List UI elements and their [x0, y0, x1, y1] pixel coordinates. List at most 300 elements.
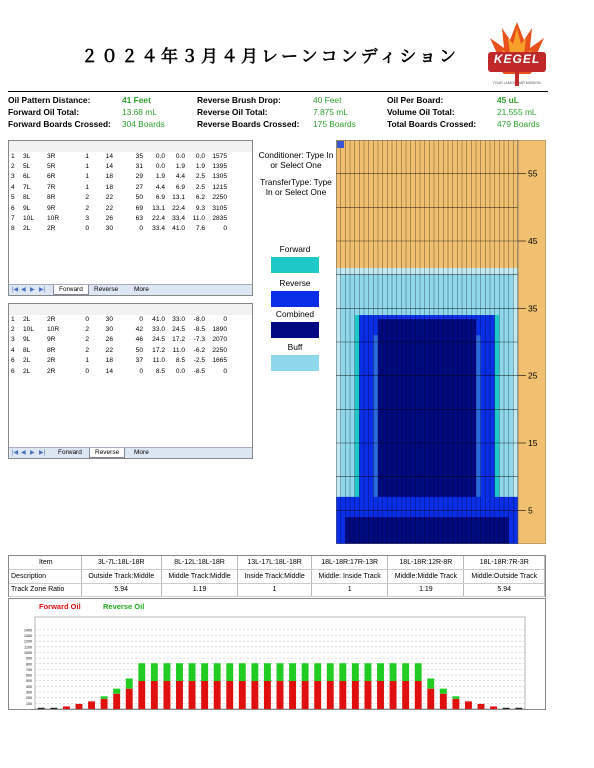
table-cell[interactable]: 3L [23, 152, 31, 160]
table-cell[interactable]: 50 [135, 194, 143, 202]
table-cell[interactable]: 50 [135, 346, 143, 354]
legend-label-combined: Combined [275, 309, 315, 319]
table-cell[interactable]: 2 [85, 336, 89, 344]
table-cell[interactable]: 22 [105, 194, 113, 202]
table-cell[interactable]: -8.5 [193, 367, 205, 375]
table-cell[interactable]: 1890 [212, 326, 227, 334]
legend-forward-oil: Forward Oil [39, 602, 81, 611]
forward-oil-bar [402, 681, 409, 709]
summary-label: Oil Per Board: [387, 95, 444, 105]
forward-oil-bar [113, 694, 120, 709]
table-cell[interactable]: 37 [135, 357, 143, 365]
table-cell[interactable]: 1 [11, 152, 15, 160]
reverse-oil-bar [201, 663, 208, 681]
table-cell[interactable]: 6R [47, 173, 56, 181]
page-title: ２０２４年３月４月レーンコンディション [81, 47, 459, 67]
table-row[interactable] [9, 356, 229, 366]
table-cell[interactable]: 2 [11, 163, 15, 171]
table-cell[interactable]: 18 [105, 357, 113, 365]
table-cell[interactable]: 7L [23, 183, 31, 191]
table-cell[interactable]: 1.9 [195, 163, 205, 171]
zone-cell: 1 [238, 583, 312, 597]
transfer-type-text[interactable]: TransferType: Type In or Select One [260, 177, 332, 197]
table-cell[interactable]: 3 [11, 173, 15, 181]
summary-label: Forward Boards Crossed: [8, 119, 111, 129]
tab-forward[interactable]: Forward [58, 449, 82, 456]
zone-row-label: Item [9, 556, 81, 570]
table-cell[interactable]: 8R [47, 194, 56, 202]
table-cell[interactable]: 3105 [212, 204, 227, 212]
summary-value: 479 Boards [497, 119, 540, 129]
table-cell[interactable]: 30 [105, 225, 113, 233]
lane-oil-heatmap [336, 140, 546, 544]
table-cell[interactable]: 2835 [212, 215, 227, 223]
forward-oil-bar [314, 681, 321, 709]
table-cell[interactable]: 8 [11, 225, 15, 233]
zone-cell: Outside Track:Middle [81, 570, 161, 584]
reverse-oil-bar [189, 663, 196, 681]
zone-cell: 1 [312, 583, 388, 597]
table-cell[interactable]: 11.0 [152, 357, 165, 365]
y-tick-label: 500 [26, 679, 32, 684]
summary-label: Total Boards Crossed: [387, 119, 477, 129]
table-cell[interactable]: 17.2 [152, 346, 165, 354]
table-cell[interactable]: 9L [23, 204, 31, 212]
table-cell[interactable]: 7R [47, 183, 56, 191]
table-cell[interactable]: 2 [85, 194, 89, 202]
empty-bar [503, 708, 510, 709]
axis-tick-label: 5 [528, 505, 533, 516]
forward-oil-bar [176, 681, 183, 709]
zone-cell: Middle:Middle Track [388, 570, 464, 584]
table-cell[interactable]: -6.2 [193, 346, 205, 354]
table-cell[interactable]: 41.0 [152, 315, 165, 323]
oil-zone [345, 517, 508, 544]
y-tick-label: 1100 [24, 645, 32, 650]
table-cell[interactable]: 13.1 [152, 204, 165, 212]
tab-reverse[interactable]: Reverse [94, 286, 119, 293]
table-cell[interactable]: 2 [85, 346, 89, 354]
lane-start-icon [337, 141, 344, 148]
table-cell[interactable]: 2 [85, 204, 89, 212]
zone-cell: 8L-12L:18L-18R [161, 556, 237, 570]
forward-oil-bar [490, 706, 497, 709]
y-tick-label: 1400 [24, 628, 32, 633]
table-cell[interactable]: 33.4 [152, 225, 165, 233]
table-cell[interactable]: 22 [105, 204, 113, 212]
table-cell[interactable]: 3R [47, 152, 56, 160]
forward-oil-bar [201, 681, 208, 709]
table-cell[interactable]: 18 [105, 173, 113, 181]
reverse-oil-bar [327, 663, 334, 681]
table-cell[interactable]: 5R [47, 163, 56, 171]
axis-tick-label: 25 [528, 370, 538, 381]
table-cell[interactable]: 8.5 [175, 357, 185, 365]
table-cell[interactable]: 2L [23, 357, 31, 365]
legend-swatch-forward [271, 257, 319, 273]
table-cell[interactable]: 8L [23, 346, 31, 354]
next-icon[interactable]: ▶ [30, 450, 35, 456]
table-row[interactable] [9, 324, 229, 334]
forward-oil-bar [452, 699, 459, 709]
first-icon[interactable]: |◀ [12, 287, 19, 293]
table-cell[interactable]: 1 [85, 163, 89, 171]
zone-cell: 3L-7L:18L-18R [81, 556, 161, 570]
table-cell[interactable]: 8L [23, 194, 31, 202]
forward-steps-panel [8, 140, 253, 296]
table-cell[interactable]: 0 [223, 315, 227, 323]
table-cell[interactable]: 10L [23, 215, 35, 223]
reverse-oil-bar [427, 678, 434, 688]
tab-more[interactable]: More [134, 449, 149, 456]
table-row[interactable] [9, 335, 229, 345]
forward-oil-bar [427, 689, 434, 709]
reverse-oil-bar [377, 663, 384, 681]
forward-oil-bar [289, 681, 296, 709]
zone-cell: Middle Track:Middle [161, 570, 237, 584]
table-cell[interactable]: 33.0 [172, 315, 185, 323]
forward-oil-bar [465, 701, 472, 709]
table-row[interactable] [9, 182, 229, 192]
zone-row-label: Description [9, 570, 81, 584]
table-cell[interactable]: 0 [223, 225, 227, 233]
table-cell[interactable]: 2250 [212, 346, 227, 354]
table-cell[interactable]: 7.6 [195, 225, 205, 233]
y-tick-label: 1200 [24, 639, 32, 644]
table-cell[interactable]: 0.0 [195, 152, 205, 160]
summary-value: 41 Feet [122, 95, 151, 105]
tab-forward[interactable]: Forward [53, 285, 89, 295]
table-cell[interactable]: 46 [135, 336, 143, 344]
table-cell[interactable]: 6 [11, 357, 15, 365]
table-cell[interactable]: -8.0 [193, 315, 205, 323]
summary-label: Reverse Boards Crossed: [197, 119, 300, 129]
table-cell[interactable]: 1 [85, 152, 89, 160]
table-cell[interactable]: 8.5 [155, 367, 165, 375]
table-cell[interactable]: 6.2 [195, 194, 205, 202]
reverse-oil-bar [176, 663, 183, 681]
summary-label: Reverse Oil Total: [197, 107, 268, 117]
table-cell[interactable]: 1395 [212, 163, 227, 171]
reverse-oil-bar [239, 663, 246, 681]
table-cell[interactable]: 33.4 [172, 215, 185, 223]
reverse-oil-bar [352, 663, 359, 681]
table-cell[interactable]: 0 [139, 367, 143, 375]
next-icon[interactable]: ▶ [30, 287, 35, 293]
forward-oil-bar [88, 701, 95, 709]
table-cell[interactable]: 1665 [212, 357, 227, 365]
table-cell[interactable]: 11.0 [192, 215, 205, 223]
table-cell[interactable]: 9.3 [195, 204, 205, 212]
forward-oil-bar [214, 681, 221, 709]
table-cell[interactable]: 2R [47, 357, 56, 365]
reverse-oil-bar [415, 663, 422, 681]
y-tick-label: 1300 [24, 633, 32, 638]
table-cell[interactable]: 9R [47, 336, 56, 344]
table-cell[interactable]: 35 [135, 152, 143, 160]
legend-swatch-buff [271, 355, 319, 371]
first-icon[interactable]: |◀ [12, 450, 19, 456]
tab-reverse[interactable]: Reverse [89, 448, 125, 458]
table-cell[interactable]: 4.4 [155, 183, 165, 191]
forward-oil-bar [277, 681, 284, 709]
y-tick-label: 200 [26, 696, 32, 701]
reverse-oil-bar [277, 663, 284, 681]
table-cell[interactable]: 14 [105, 367, 113, 375]
reverse-oil-bar [364, 663, 371, 681]
reverse-oil-bar [440, 689, 447, 694]
table-cell[interactable]: 1.9 [155, 173, 165, 181]
table-cell[interactable]: 1575 [212, 152, 227, 160]
table-row[interactable] [9, 203, 229, 213]
forward-oil-bar [189, 681, 196, 709]
table-cell[interactable]: 0 [85, 367, 89, 375]
forward-oil-bar [264, 681, 271, 709]
table-row[interactable] [9, 172, 229, 182]
table-cell[interactable]: -7.3 [193, 336, 205, 344]
legend-swatch-combined [271, 322, 319, 338]
forward-oil-bar [327, 681, 334, 709]
table-cell[interactable]: 4 [11, 183, 15, 191]
table-cell[interactable]: 18 [105, 183, 113, 191]
table-cell[interactable]: 2L [23, 225, 31, 233]
table-cell[interactable]: 0 [139, 315, 143, 323]
zone-cell: Middle:Outside Track [464, 570, 545, 584]
forward-oil-bar [76, 704, 83, 709]
forward-oil-bar [126, 689, 133, 709]
last-icon[interactable]: ▶| [39, 450, 46, 456]
table-cell[interactable]: 0.0 [175, 367, 185, 375]
table-cell[interactable]: 1 [85, 183, 89, 191]
table-cell[interactable]: 22.4 [152, 215, 165, 223]
reverse-oil-bar [113, 689, 120, 694]
table-cell[interactable]: 33.0 [152, 326, 165, 334]
table-cell[interactable]: 4 [11, 346, 15, 354]
table-cell[interactable]: 2R [47, 315, 56, 323]
table-row[interactable] [9, 213, 229, 223]
table-row[interactable] [9, 224, 229, 234]
forward-oil-bar [390, 681, 397, 709]
reverse-oil-bar [101, 696, 108, 699]
table-cell[interactable]: 9R [47, 204, 56, 212]
table-cell[interactable]: 0.0 [175, 152, 185, 160]
table-cell[interactable]: 24.5 [172, 326, 185, 334]
table-cell[interactable]: 3 [85, 215, 89, 223]
table-cell[interactable]: 14 [105, 152, 113, 160]
summary-value: 13.68 mL [122, 107, 157, 117]
summary-value: 7.875 mL [313, 107, 348, 117]
legend-label-reverse: Reverse [279, 278, 311, 288]
table-cell[interactable]: 1305 [212, 173, 227, 181]
table-cell[interactable]: 26 [105, 215, 113, 223]
zone-cell: 5.94 [464, 583, 545, 597]
table-cell[interactable]: 0 [85, 225, 89, 233]
table-cell[interactable]: 8R [47, 346, 56, 354]
table-cell[interactable]: 31 [135, 163, 143, 171]
axis-tick-label: 55 [528, 168, 538, 179]
summary-value: 304 Boards [122, 119, 165, 129]
zone-cell: 1.19 [161, 583, 237, 597]
logo-text: KEGEL [493, 52, 541, 66]
summary-label: Forward Oil Total: [8, 107, 80, 117]
reverse-oil-bar [289, 663, 296, 681]
table-cell[interactable]: 11.0 [172, 346, 185, 354]
table-cell[interactable]: 30 [105, 315, 113, 323]
summary-label: Oil Pattern Distance: [8, 95, 91, 105]
table-cell[interactable]: 3 [11, 336, 15, 344]
table-cell[interactable]: 29 [135, 173, 143, 181]
summary-label: Volume Oil Total: [387, 107, 455, 117]
legend-label-buff: Buff [287, 342, 303, 352]
table-cell[interactable]: 4.4 [175, 173, 185, 181]
y-tick-label: 400 [26, 684, 32, 689]
table-cell[interactable]: 2L [23, 315, 31, 323]
table-cell[interactable]: 6.9 [155, 194, 165, 202]
table-cell[interactable]: 27 [135, 183, 143, 191]
summary-value: 40 Feet [313, 95, 342, 105]
zone-cell: 18L-18R:17R-13R [312, 556, 388, 570]
forward-oil-bar [364, 681, 371, 709]
table-cell[interactable]: 2R [47, 367, 56, 375]
table-cell[interactable]: 1.9 [175, 163, 185, 171]
zone-cell: 18L-18R:12R-8R [388, 556, 464, 570]
table-cell[interactable]: 42 [135, 326, 143, 334]
sheet-tabs [9, 284, 252, 295]
zone-cell: 5.94 [81, 583, 161, 597]
table-cell[interactable]: 63 [135, 215, 143, 223]
table-row[interactable] [9, 193, 229, 203]
y-tick-label: 100 [26, 701, 32, 706]
table-cell[interactable]: 17.2 [172, 336, 185, 344]
legend-label-forward: Forward [279, 244, 311, 254]
reverse-oil-bar [302, 663, 309, 681]
tab-more[interactable]: More [134, 286, 149, 293]
forward-oil-bar [226, 681, 233, 709]
table-cell[interactable]: 22.4 [172, 204, 185, 212]
table-header-band [9, 141, 252, 152]
zone-cell: Middle: Inside Track [312, 570, 388, 584]
table-cell[interactable]: -2.5 [193, 357, 205, 365]
oil-per-board-chart [8, 598, 546, 710]
legend-swatch-reverse [271, 291, 319, 307]
table-cell[interactable]: 6L [23, 173, 31, 181]
table-cell[interactable]: 10R [47, 215, 60, 223]
reverse-oil-bar [264, 663, 271, 681]
summary-label: Reverse Brush Drop: [197, 95, 281, 105]
summary-value: 175 Boards [313, 119, 356, 129]
table-cell[interactable]: 13.1 [172, 194, 185, 202]
axis-tick-label: 45 [528, 236, 538, 246]
reverse-oil-bar [251, 663, 258, 681]
table-cell[interactable]: 2.5 [195, 173, 205, 181]
last-icon[interactable]: ▶| [39, 287, 46, 293]
table-cell[interactable]: 41.0 [172, 225, 185, 233]
y-tick-label: 1000 [24, 650, 32, 655]
forward-oil-bar [239, 681, 246, 709]
forward-oil-bar [138, 681, 145, 709]
table-cell[interactable]: -8.5 [193, 326, 205, 334]
table-cell[interactable]: 2L [23, 367, 31, 375]
table-cell[interactable]: 0.0 [155, 152, 165, 160]
table-cell[interactable]: 30 [105, 326, 113, 334]
table-cell[interactable]: 14 [105, 163, 113, 171]
table-cell[interactable]: 6.9 [175, 183, 185, 191]
table-cell[interactable]: 5L [23, 163, 31, 171]
forward-oil-bar [151, 681, 158, 709]
reverse-oil-bar [226, 663, 233, 681]
y-tick-label: 700 [26, 667, 32, 672]
table-cell[interactable]: 69 [135, 204, 143, 212]
table-cell[interactable]: 2 [85, 326, 89, 334]
reverse-oil-bar [452, 696, 459, 699]
y-tick-label: 900 [26, 656, 32, 661]
reverse-oil-bar [390, 663, 397, 681]
prev-icon[interactable]: ◀ [21, 287, 26, 293]
conditioner-info [258, 150, 334, 197]
table-cell[interactable]: 1 [11, 315, 15, 323]
table-cell[interactable]: 7 [11, 215, 15, 223]
table-cell[interactable]: 2 [11, 326, 15, 334]
table-cell[interactable]: 24.5 [152, 336, 165, 344]
forward-steps-table [9, 141, 229, 234]
table-cell[interactable]: 26 [105, 336, 113, 344]
table-cell[interactable]: 0 [223, 367, 227, 375]
table-cell[interactable]: 2070 [212, 336, 227, 344]
table-row[interactable] [9, 366, 229, 376]
zone-cell: Inside Track:Middle [238, 570, 312, 584]
sheet-tabs [9, 447, 252, 458]
conditioner-text[interactable]: Conditioner: Type In or Select One [258, 150, 334, 170]
summary-value: 45 uL [497, 95, 519, 105]
reverse-steps-panel [8, 303, 253, 459]
table-cell[interactable]: 2.5 [195, 183, 205, 191]
table-cell[interactable]: 6 [11, 204, 15, 212]
table-row[interactable] [9, 151, 229, 161]
table-cell[interactable]: 1 [85, 357, 89, 365]
reverse-oil-bar [214, 663, 221, 681]
table-cell[interactable]: 1 [85, 173, 89, 181]
empty-bar [50, 708, 57, 709]
table-cell[interactable]: 10L [23, 326, 35, 334]
table-cell[interactable]: 6 [11, 367, 15, 375]
table-cell[interactable]: 2250 [212, 194, 227, 202]
zone-cell: 18L-18R:7R-3R [464, 556, 545, 570]
table-cell[interactable]: 0.0 [155, 163, 165, 171]
legend-reverse-oil: Reverse Oil [103, 602, 145, 611]
table-cell[interactable]: 1215 [212, 183, 227, 191]
forward-oil-bar [63, 706, 70, 709]
y-tick-label: 300 [26, 690, 32, 695]
table-row[interactable] [9, 314, 229, 324]
table-cell[interactable]: 9L [23, 336, 31, 344]
forward-oil-bar [415, 681, 422, 709]
table-cell[interactable]: 0 [139, 225, 143, 233]
reverse-oil-bar [314, 663, 321, 681]
y-tick-label: 800 [26, 662, 32, 667]
table-cell[interactable]: 5 [11, 194, 15, 202]
forward-oil-bar [377, 681, 384, 709]
table-row[interactable] [9, 161, 229, 171]
table-cell[interactable]: 0 [85, 315, 89, 323]
distance-axis [518, 140, 546, 544]
prev-icon[interactable]: ◀ [21, 450, 26, 456]
forward-oil-bar [478, 704, 485, 709]
table-cell[interactable]: 10R [47, 326, 60, 334]
logo-subtitle: YOUR LANES. OUR MISSION. [492, 81, 542, 85]
table-row[interactable] [9, 345, 229, 355]
table-cell[interactable]: 22 [105, 346, 113, 354]
table-cell[interactable]: 2R [47, 225, 56, 233]
